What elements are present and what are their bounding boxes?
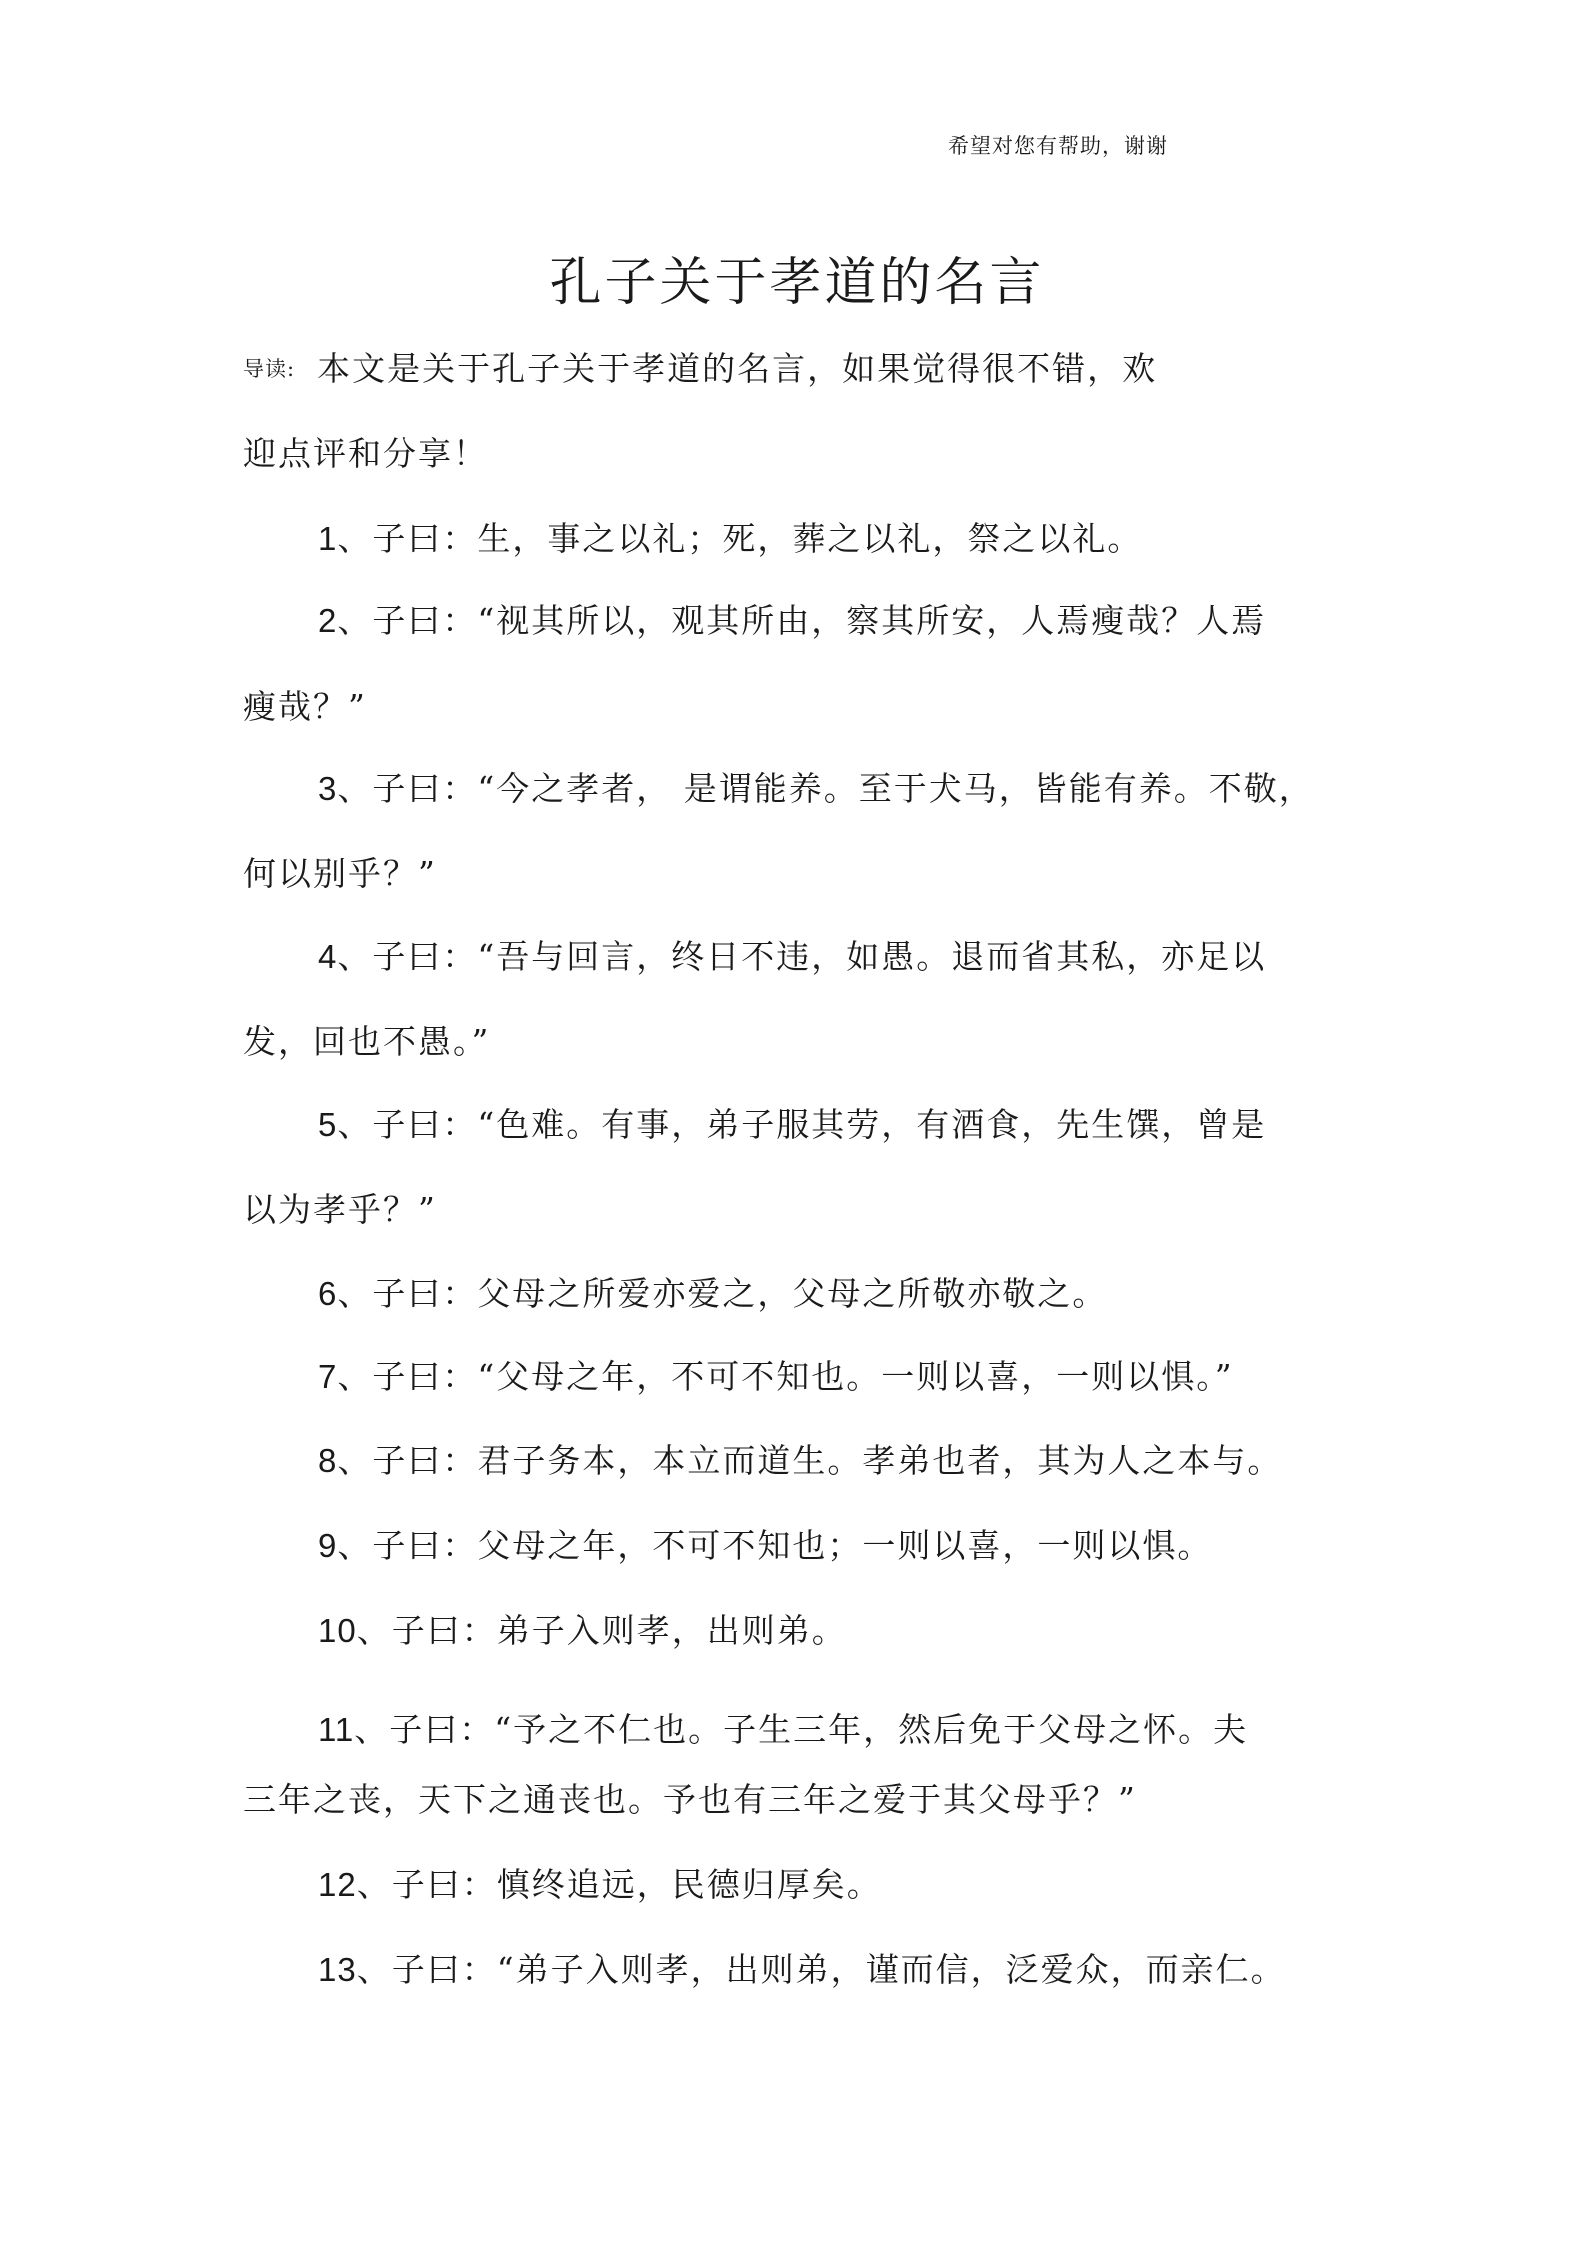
quote-text: 、子曰：“今之孝者， 是谓能养。至于犬马，皆能有养。不敬，: [337, 769, 1314, 808]
quote-number: 12: [318, 1866, 357, 1903]
page-title: 孔子关于孝道的名言: [549, 253, 1045, 313]
quote-text: 、子曰：“弟子入则孝，出则弟，谨而信，泛爱众，而亲仁。: [356, 1950, 1286, 1989]
quote-number: 13: [318, 1951, 357, 1988]
quote-1: [318, 519, 1143, 558]
quote-3: [318, 769, 1314, 808]
quote-text: 、子曰：父母之所爱亦爱之，父母之所敬亦敬之。: [337, 1274, 1108, 1313]
quote-12: [318, 1865, 882, 1904]
quote-text: 、子曰：“视其所以，观其所由，察其所安，人焉瘦哉？人焉: [337, 601, 1267, 640]
quote-3-continued: 何以别乎？”: [243, 854, 437, 893]
quote-2-continued: 瘦哉？”: [243, 687, 367, 726]
quote-4: [318, 937, 1267, 976]
quote-number: 3: [318, 770, 338, 807]
quote-4-continued: 发，回也不愚。”: [243, 1022, 491, 1061]
quote-number: 2: [318, 602, 338, 639]
quote-number: 9: [318, 1527, 338, 1564]
quote-text: 、子曰：父母之年，不可不知也；一则以喜，一则以惧。: [337, 1526, 1213, 1565]
quote-6: [318, 1274, 1108, 1313]
quote-2: [318, 601, 1267, 640]
quote-number: 5: [318, 1106, 338, 1143]
quote-number: 4: [318, 938, 338, 975]
quote-11: [318, 1710, 1249, 1749]
quote-text: 、子曰：慎终追远，民德归厚矣。: [356, 1865, 882, 1904]
quote-text: 、子曰：“吾与回言，终日不违，如愚。退而省其私，亦足以: [337, 937, 1267, 976]
quote-text: 、子曰：生，事之以礼；死，葬之以礼，祭之以礼。: [337, 519, 1143, 558]
lead-paragraph-line-1: [243, 349, 1158, 388]
lead-text-1: 本文是关于孔子关于孝道的名言，如果觉得很不错，欢: [317, 349, 1158, 388]
quote-number: 11: [318, 1711, 355, 1748]
quote-number: 1: [318, 520, 338, 557]
quote-11-continued: 三年之丧，天下之通丧也。予也有三年之爱于其父母乎？”: [243, 1780, 1137, 1819]
quote-text: 、子曰：“父母之年，不可不知也。一则以喜，一则以惧。”: [337, 1357, 1234, 1396]
quote-text: 、子曰：“予之不仁也。子生三年，然后免于父母之怀。夫: [354, 1710, 1249, 1749]
quote-13: [318, 1950, 1286, 1989]
quote-text: 、子曰：君子务本，本立而道生。孝弟也者，其为人之本与。: [337, 1441, 1283, 1480]
quote-8: [318, 1441, 1283, 1480]
lead-paragraph-line-2: 迎点评和分享！: [243, 434, 488, 473]
quote-text: 、子曰：弟子入则孝，出则弟。: [356, 1611, 847, 1650]
quote-number: 6: [318, 1275, 338, 1312]
quote-5-continued: 以为孝乎？”: [243, 1190, 437, 1229]
quote-7: [318, 1357, 1234, 1396]
quote-number: 8: [318, 1442, 338, 1479]
quote-9: [318, 1526, 1213, 1565]
quote-number: 7: [318, 1358, 338, 1395]
quote-text: 、子曰：“色难。有事，弟子服其劳，有酒食，先生馔，曾是: [337, 1105, 1267, 1144]
quote-number: 10: [318, 1612, 357, 1649]
lead-label: 导读:: [243, 357, 296, 381]
header-note: 希望对您有帮助，谢谢: [948, 134, 1168, 158]
quote-5: [318, 1105, 1267, 1144]
quote-10: [318, 1611, 847, 1650]
